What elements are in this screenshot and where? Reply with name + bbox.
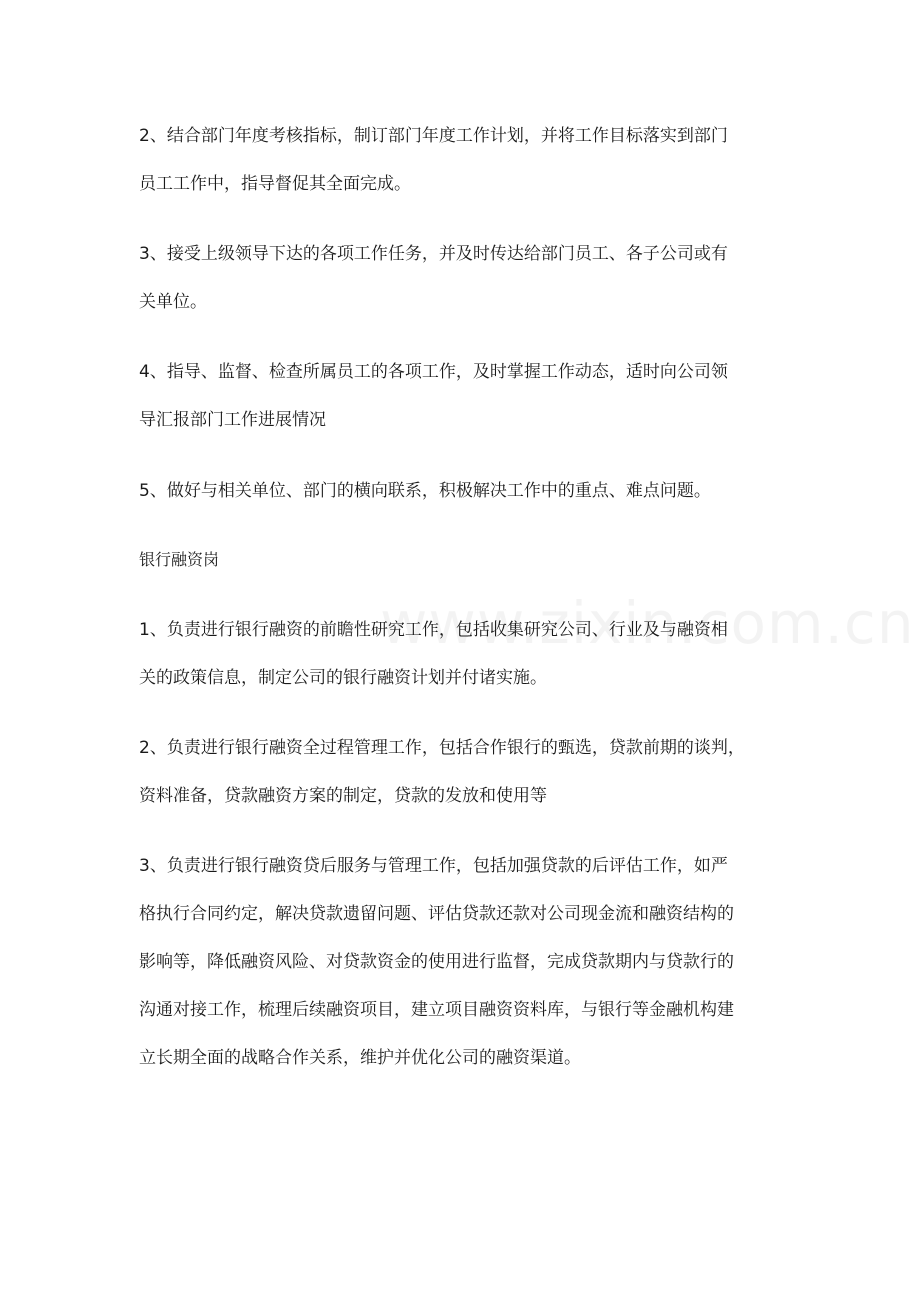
section-heading: 银行融资岗 — [139, 550, 220, 569]
paragraph-line: 关单位。 — [139, 292, 207, 312]
paragraph-line: 立长期全面的战略合作关系，维护并优化公司的融资渠道。 — [139, 1048, 581, 1068]
paragraph-line: 格执行合同约定，解决贷款遗留问题、评估贷款还款对公司现金流和融资结构的 — [139, 904, 734, 924]
paragraph-line: 员工工作中，指导督促其全面完成。 — [139, 174, 411, 194]
paragraph-line: 3、负责进行银行融资贷后服务与管理工作，包括加强贷款的后评估工作，如严 — [139, 856, 728, 876]
paragraph-line: 5、做好与相关单位、部门的横向联系，积极解决工作中的重点、难点问题。 — [139, 481, 711, 501]
paragraph-line: 关的政策信息，制定公司的银行融资计划并付诸实施。 — [139, 668, 547, 688]
paragraph-line: 1、负责进行银行融资的前瞻性研究工作，包括收集研究公司、行业及与融资相 — [139, 620, 728, 640]
paragraph-line: 沟通对接工作，梳理后续融资项目，建立项目融资资料库，与银行等金融机构建 — [139, 1000, 734, 1020]
paragraph-line: 4、指导、监督、检查所属员工的各项工作，及时掌握工作动态，适时向公司领 — [139, 362, 728, 382]
paragraph-line: 导汇报部门工作进展情况 — [139, 410, 326, 430]
paragraph-line: 影响等，降低融资风险、对贷款资金的使用进行监督，完成贷款期内与贷款行的 — [139, 952, 734, 972]
paragraph-line: 资料准备，贷款融资方案的制定，贷款的发放和使用等 — [139, 786, 547, 806]
paragraph-line: 3、接受上级领导下达的各项工作任务，并及时传达给部门员工、各子公司或有 — [139, 244, 728, 264]
paragraph-line: 2、结合部门年度考核指标，制订部门年度工作计划，并将工作目标落实到部门 — [139, 126, 728, 146]
paragraph-line: 2、负责进行银行融资全过程管理工作，包括合作银行的甄选，贷款前期的谈判， — [139, 738, 745, 758]
